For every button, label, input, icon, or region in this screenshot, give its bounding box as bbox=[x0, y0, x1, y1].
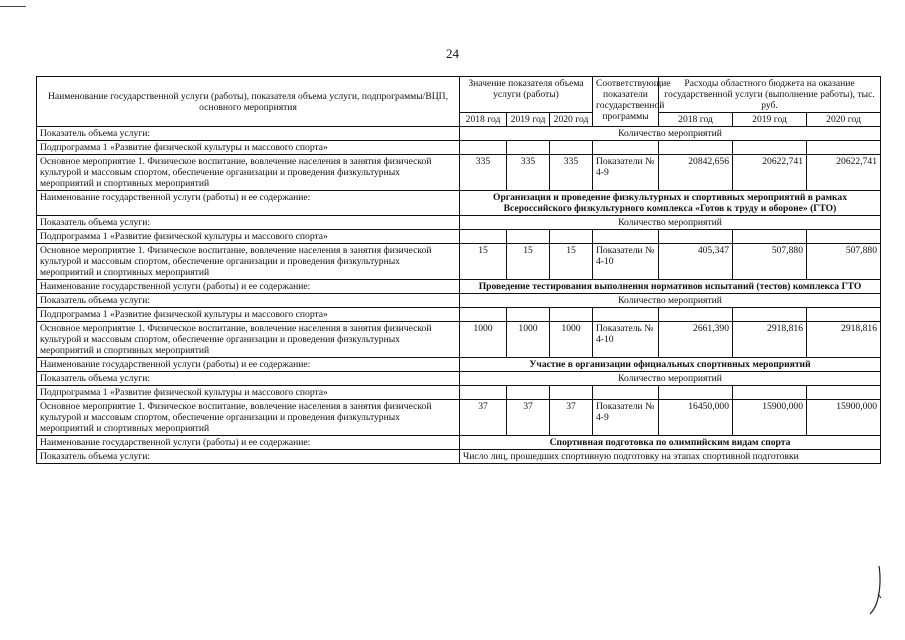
header-year: 2018 год bbox=[460, 113, 507, 127]
expense-value-cell: 2918,816 bbox=[807, 322, 881, 358]
service-name: Участие в организации официальных спортивных мероприятий bbox=[460, 358, 881, 372]
service-name: Организация и проведение физкультурных и спортивных мероприятий в рамках Всероссийского физкультурного комплекса «Готов к труду и обороне» (ГТО) bbox=[460, 191, 881, 216]
activity-row bbox=[37, 322, 881, 358]
empty-cell bbox=[507, 386, 550, 400]
expense-value-cell: 507,880 bbox=[733, 244, 807, 280]
empty-cell bbox=[733, 141, 807, 155]
empty-cell bbox=[733, 386, 807, 400]
expense-value-cell: 20842,656 bbox=[659, 155, 733, 191]
empty-cell bbox=[507, 230, 550, 244]
empty-cell bbox=[550, 386, 593, 400]
activity-name: Основное мероприятие 1. Физическое воспитание, вовлечение населения в занятия физической культурой и массовым спортом, обеспечение организации и проведения физкультурных мероприятий и спортивных мероприятий bbox=[37, 155, 460, 191]
volume-indicator-row bbox=[37, 372, 881, 386]
volume-label: Показатель объема услуги: bbox=[37, 372, 460, 386]
empty-cell bbox=[593, 308, 659, 322]
service-row bbox=[37, 280, 881, 294]
volume-value-cell: 15 bbox=[550, 244, 593, 280]
volume-label: Показатель объема услуги: bbox=[37, 216, 460, 230]
volume-value-cell: 335 bbox=[550, 155, 593, 191]
activity-row bbox=[37, 244, 881, 280]
empty-cell bbox=[593, 230, 659, 244]
scan-edge-mark bbox=[0, 6, 26, 7]
expense-value-cell: 20622,741 bbox=[733, 155, 807, 191]
indicator-ref: Показатель № 4-10 bbox=[593, 322, 659, 358]
service-name: Проведение тестирования выполнения нормативов испытаний (тестов) комплекса ГТО bbox=[460, 280, 881, 294]
volume-value-cell: 15 bbox=[507, 244, 550, 280]
indicator-ref: Показатели № 4-9 bbox=[593, 400, 659, 436]
expense-value-cell: 16450,000 bbox=[659, 400, 733, 436]
volume-value: Количество мероприятий bbox=[460, 127, 881, 141]
volume-label: Показатель объема услуги: bbox=[37, 127, 460, 141]
volume-indicator-row bbox=[37, 450, 881, 464]
empty-cell bbox=[659, 230, 733, 244]
header-year: 2020 год bbox=[550, 113, 593, 127]
indicator-ref: Показатели № 4-9 bbox=[593, 155, 659, 191]
expense-value-cell: 405,347 bbox=[659, 244, 733, 280]
volume-value-cell: 1000 bbox=[550, 322, 593, 358]
expense-value-cell: 15900,000 bbox=[733, 400, 807, 436]
expense-value-cell: 2918,816 bbox=[733, 322, 807, 358]
volume-value-cell: 37 bbox=[460, 400, 507, 436]
volume-indicator-row bbox=[37, 127, 881, 141]
empty-cell bbox=[460, 230, 507, 244]
empty-cell bbox=[807, 308, 881, 322]
header-year: 2019 год bbox=[733, 113, 807, 127]
empty-cell bbox=[550, 230, 593, 244]
header-year: 2018 год bbox=[659, 113, 733, 127]
subprogram-row bbox=[37, 141, 881, 155]
volume-label: Показатель объема услуги: bbox=[37, 294, 460, 308]
empty-cell bbox=[807, 230, 881, 244]
header-year: 2020 год bbox=[807, 113, 881, 127]
subprogram-name: Подпрограмма 1 «Развитие физической культуры и массового спорта» bbox=[37, 141, 460, 155]
service-row bbox=[37, 358, 881, 372]
volume-value: Количество мероприятий bbox=[460, 294, 881, 308]
volume-value-cell: 335 bbox=[507, 155, 550, 191]
empty-cell bbox=[550, 141, 593, 155]
subprogram-row bbox=[37, 386, 881, 400]
volume-indicator-row bbox=[37, 216, 881, 230]
header-name-col: Наименование государственной услуги (работы), показателя объема услуги, подпрограммы/ВЦП, основного мероприятия bbox=[37, 77, 460, 127]
volume-value-cell: 335 bbox=[460, 155, 507, 191]
empty-cell bbox=[460, 308, 507, 322]
empty-cell bbox=[659, 386, 733, 400]
activity-name: Основное мероприятие 1. Физическое воспитание, вовлечение населения в занятия физической культурой и массовым спортом, обеспечение организации и проведения физкультурных мероприятий и спортивных мероприятий bbox=[37, 322, 460, 358]
volume-value-cell: 1000 bbox=[460, 322, 507, 358]
subprogram-name: Подпрограмма 1 «Развитие физической культуры и массового спорта» bbox=[37, 386, 460, 400]
signature-mark bbox=[869, 564, 883, 616]
header-expense-group: Расходы областного бюджета на оказание государственной услуги (выполнение работы), тыс. руб. bbox=[659, 77, 881, 113]
expense-value-cell: 15900,000 bbox=[807, 400, 881, 436]
indicator-ref: Показатели № 4-10 bbox=[593, 244, 659, 280]
volume-value: Количество мероприятий bbox=[460, 216, 881, 230]
subprogram-row bbox=[37, 230, 881, 244]
service-label: Наименование государственной услуги (работы) и ее содержание: bbox=[37, 358, 460, 372]
empty-cell bbox=[550, 308, 593, 322]
empty-cell bbox=[593, 141, 659, 155]
volume-value-cell: 1000 bbox=[507, 322, 550, 358]
volume-value-cell: 37 bbox=[507, 400, 550, 436]
service-label: Наименование государственной услуги (работы) и ее содержание: bbox=[37, 436, 460, 450]
empty-cell bbox=[733, 308, 807, 322]
header-year: 2019 год bbox=[507, 113, 550, 127]
empty-cell bbox=[460, 141, 507, 155]
subprogram-row bbox=[37, 308, 881, 322]
service-row bbox=[37, 436, 881, 450]
empty-cell bbox=[659, 141, 733, 155]
expense-value-cell: 2661,390 bbox=[659, 322, 733, 358]
service-name: Спортивная подготовка по олимпийским видам спорта bbox=[460, 436, 881, 450]
header-row-1 bbox=[37, 77, 881, 113]
page-number: 24 bbox=[446, 46, 459, 61]
activity-row bbox=[37, 155, 881, 191]
empty-cell bbox=[807, 386, 881, 400]
service-row bbox=[37, 191, 881, 216]
empty-cell bbox=[659, 308, 733, 322]
volume-value: Количество мероприятий bbox=[460, 372, 881, 386]
subprogram-name: Подпрограмма 1 «Развитие физической культуры и массового спорта» bbox=[37, 308, 460, 322]
empty-cell bbox=[507, 141, 550, 155]
volume-label: Показатель объема услуги: bbox=[37, 450, 460, 464]
empty-cell bbox=[593, 386, 659, 400]
volume-value-cell: 37 bbox=[550, 400, 593, 436]
empty-cell bbox=[460, 386, 507, 400]
service-label: Наименование государственной услуги (работы) и ее содержание: bbox=[37, 191, 460, 216]
header-volume-group: Значение показателя объема услуги (работы) bbox=[460, 77, 593, 113]
empty-cell bbox=[807, 141, 881, 155]
empty-cell bbox=[733, 230, 807, 244]
activity-row bbox=[37, 400, 881, 436]
volume-value: Число лиц, прошедших спортивную подготовку на этапах спортивной подготовки bbox=[460, 450, 881, 464]
budget-table bbox=[36, 76, 881, 464]
empty-cell bbox=[507, 308, 550, 322]
service-label: Наименование государственной услуги (работы) и ее содержание: bbox=[37, 280, 460, 294]
expense-value-cell: 20622,741 bbox=[807, 155, 881, 191]
volume-value-cell: 15 bbox=[460, 244, 507, 280]
subprogram-name: Подпрограмма 1 «Развитие физической культуры и массового спорта» bbox=[37, 230, 460, 244]
header-conformity: Соответствующие показатели государственной программы bbox=[593, 77, 659, 127]
activity-name: Основное мероприятие 1. Физическое воспитание, вовлечение населения в занятия физической культурой и массовым спортом, обеспечение организации и проведения физкультурных мероприятий и спортивных мероприятий bbox=[37, 244, 460, 280]
expense-value-cell: 507,880 bbox=[807, 244, 881, 280]
volume-indicator-row bbox=[37, 294, 881, 308]
activity-name: Основное мероприятие 1. Физическое воспитание, вовлечение населения в занятия физической культурой и массовым спортом, обеспечение организации и проведения физкультурных мероприятий и спортивных мероприятий bbox=[37, 400, 460, 436]
